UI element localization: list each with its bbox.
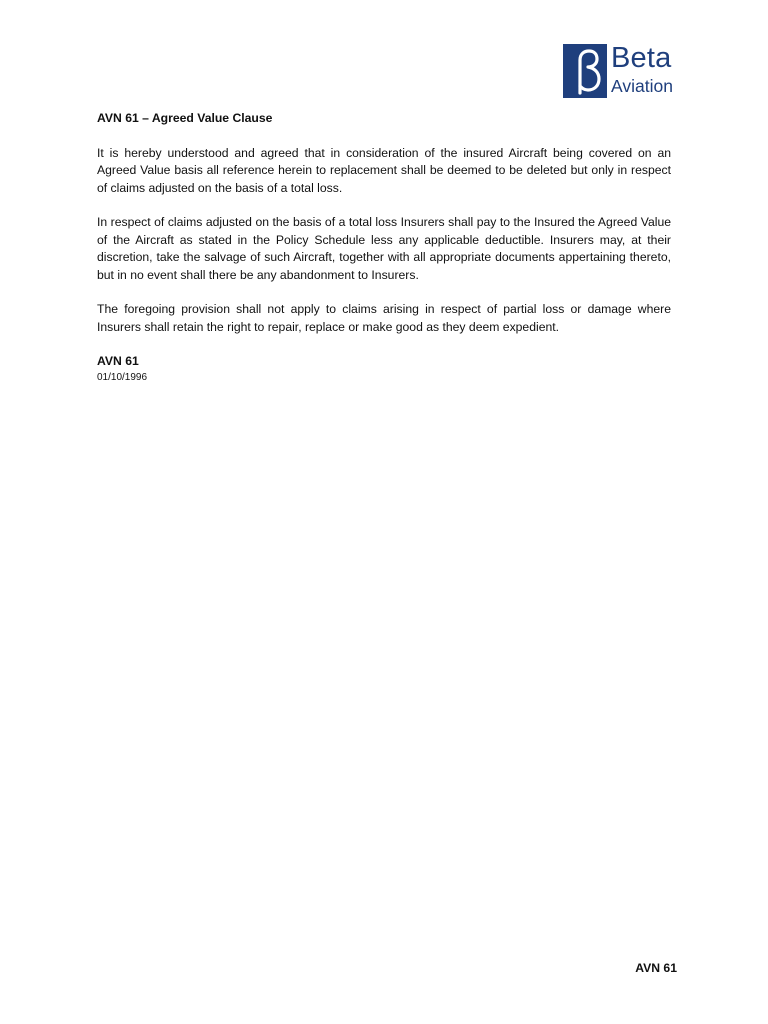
- document-body: [97, 110, 671, 385]
- document-heading: AVN 61 – Agreed Value Clause: [97, 111, 273, 125]
- clause-code: AVN 61: [97, 354, 139, 368]
- paragraph-3: The foregoing provision shall not apply to claims arising in respect of partial loss or damage where Insurers shall retain the right to repair, replace or make good as they deem expedient.: [97, 302, 671, 334]
- logo-word-aviation: Aviation: [611, 76, 673, 96]
- logo-word-beta: Beta: [611, 42, 672, 74]
- clause-date: 01/10/1996: [97, 371, 148, 383]
- beta-aviation-logo: [563, 44, 681, 100]
- paragraph-1: It is hereby understood and agreed that in consideration of the insured Aircraft being covered on an Agreed Value basis all reference herein to replacement shall be deemed to be deleted but only in respect of claims adjusted on the basis of a total loss.: [97, 145, 671, 195]
- page-footer-code: AVN 61: [635, 961, 677, 975]
- paragraph-2: In respect of claims adjusted on the basis of a total loss Insurers shall pay to the Insured the Agreed Value of the Aircraft as stated in the Policy Schedule less any applicable deductible. Insurers may, at their discretion, take the salvage of such Aircraft, together with all appropriate documents appertaining thereto, but in no event shall there be any abandonment to Insurers.: [97, 215, 671, 282]
- beta-symbol-icon: [563, 44, 607, 98]
